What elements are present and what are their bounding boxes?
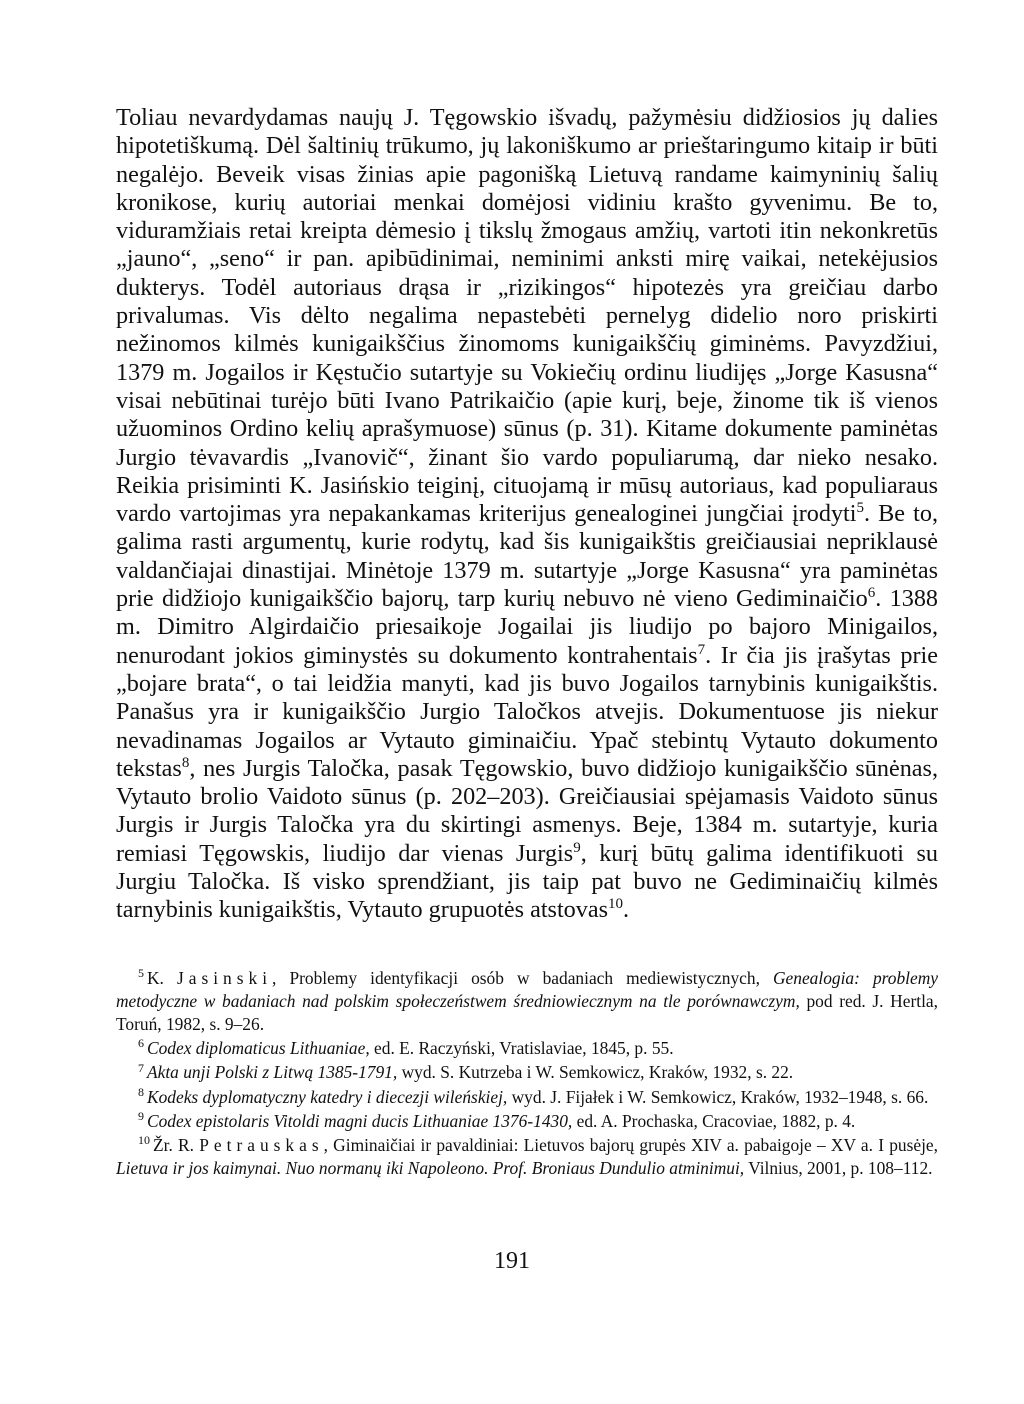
footnote-title: Akta unji Polski z Litwą 1385-1791, <box>147 1062 398 1083</box>
footnote-number: 10 <box>138 1133 150 1148</box>
footnote-10: $^{10}$ Žr. R. Petrauskas, Giminaičiai ir pavaldiniai: Lietuvos bajorų grupės XIV a. pabaigoje – XV a. I pusėje, Lietuva ir jos kaimynai. Nuo normanų iki Napoleono. Prof. Broniaus Dundulio atminimui, Vilnius, 2001, p. 108–112. <box>116 1133 939 1179</box>
footnote-ref[interactable]: 8 <box>181 754 190 771</box>
body-text-part: Toliau nevardydamas naujų J. Tęgowskio išvadų, pažymėsiu didžiosios jų dalies hipotetiškumą. Dėl šaltinių trūkumo, jų lakoniškumo ar prieštaringumo kitaip ir būti negalėjo. Beveik visas žinias apie pagonišką Lietuvą randame kaimyninių šalių kronikose, kurių autoriai menkai domėjosi vidiniu krašto gyvenimu. Be to, viduramžiais retai kreipta dėmesio į tikslų žmogaus amžių, vartoti itin nekonkretūs „jauno“, „seno“ ir pan. apibūdinimai, neminimi anksti mirę vaikai, netekėjusios dukterys. Todėl autoriaus drąsa ir „rizikingos“ hipotezės yra greičiau darbo privalumas. Vis dėlto negalima nepastebėti pernelyg didelio noro priskirti nežinomos kilmės kunigaikščius žinomoms kunigaikščių giminėms. Pavyzdžiui, 1379 m. Jogailos ir Kęstučio sutartyje su Vokiečių ordinu liudijęs „Jorge Kasusna“ visai nebūtinai turėjo būti Ivano Patrikaičio (apie kurį, beje, žinome tik iš vienos užuominos Ordino kelių aprašymuose) sūnus (p. 31). Kitame dokumente paminėtas Jurgio tėvavardis „Ivanovič“, žinant šio vardo populiarumą, dar nieko nesako. Reikia prisiminti K. Jasińskio teiginį, cituojamą ir mūsų autoriaus, kad populiaraus vardo vartojimas yra nepakankamas kriterijus genealoginei jungčiai įrodyti <box>116 104 938 528</box>
footnote-6: $^6$ Codex diplomaticus Lithuaniae, ed. E. Raczyński, Vratislaviae, 1845, p. 55. <box>138 1036 674 1059</box>
footnote-ref[interactable]: 9 <box>573 839 581 856</box>
footnote-title: Codex diplomaticus Lithuaniae, <box>147 1038 370 1059</box>
footnote-number: 6 <box>138 1036 144 1051</box>
body-text-part: . Ir čia jis įrašytas prie „bojare brata“, o tai leidžia manyti, kad jis buvo Jogailos tarnybinis kunigaikštis. Panašus yra ir kunigaikščio Jurgio Taločkos atvejis. Dokumentuose jis niekur nevadinamas Jogailos ar Vytauto giminaičiu. Ypač stebintų Vytauto dokumento tekstas <box>116 641 938 782</box>
footnote-title: Lietuva ir jos kaimynai. Nuo normanų iki Napoleono. Prof. Broniaus Dundulio atminimui, <box>116 1158 745 1179</box>
footnote-number: 7 <box>138 1060 144 1075</box>
body-text-part: , nes Jurgis Taločka, pasak Tęgowskio, buvo didžiojo kunigaikščio sūnėnas, Vytauto brolio Vaidoto sūnus (p. 202–203). Greičiausiai spėjamasis Vaidoto sūnus Jurgis ir Jurgis Taločka yra du skirtingi asmenys. Beje, 1384 m. sutartyje, kuria remiasi Tęgowskis, liudijo dar vienas Jurgis <box>116 754 938 867</box>
body-text-part: . Be to, galima rasti argumentų, kurie rodytų, kad šis kunigaikštis greičiausiai nepriklausė valdančiajai dinastijai. Minėtoje 1379 m. sutartyje „Jorge Kasusna“ yra paminėtas prie didžiojo kunigaikščio bajorų, tarp kurių nebuvo nė vieno Gediminaičio <box>116 500 938 613</box>
body-text-part: , kurį būtų galima identifikuoti su Jurgiu Taločka. Iš visko sprendžiant, jis taip pat buvo ne Gediminaičių kilmės tarnybinis kunigaikštis, Vytauto grupuotės atstovas <box>116 839 938 924</box>
footnote-title: Kodeks dyplomatyczny katedry i diecezji wileńskiej, <box>147 1086 508 1107</box>
footnotes-section <box>116 967 938 1181</box>
footnote-5: $^5$ K. Jasinski, Problemy identyfikacji osób w badaniach mediewistycznych, Genealogia: problemy metodyczne w badaniach nad polskim społeczeństwem średniowiecznym na tle porównawczym, pod red. J. Hertla, Toruń, 1982, s. 9–26. <box>116 965 938 1035</box>
footnote-ref[interactable]: 7 <box>697 641 706 658</box>
footnote-ref[interactable]: 10 <box>608 896 624 913</box>
footnote-ref[interactable]: 5 <box>856 500 864 517</box>
body-text-part: . <box>623 896 630 924</box>
footnote-number: 9 <box>138 1109 144 1124</box>
body-text-part: . 1388 m. Dimitro Algirdaičio priesaikoje Jogailai jis liudijo po bajoro Minigailos, nenurodant jokios giminystės su dokumento kontrahentais <box>116 585 939 669</box>
document-page <box>116 104 938 1181</box>
footnote-title: Genealogia: problemy metodyczne w badaniach nad polskim społeczeństwem średniowiecznym na tle porównawczym, <box>116 967 938 1011</box>
footnote-author: Jasinski <box>176 967 273 988</box>
page-number: 191 <box>494 1248 530 1274</box>
footnote-9: $^9$ Codex epistolaris Vitoldi magni ducis Lithuaniae 1376-1430, ed. A. Prochaska, Cracoviae, 1882, p. 4. <box>138 1109 856 1131</box>
footnote-8: $^8$ Kodeks dyplomatyczny katedry i diecezji wileńskiej, wyd. J. Fijałek i W. Semkowicz, Kraków, 1932–1948, s. 66. <box>138 1084 929 1107</box>
footnote-ref[interactable]: 6 <box>867 584 876 601</box>
footnote-title: Codex epistolaris Vitoldi magni ducis Lithuaniae 1376-1430, <box>147 1110 573 1131</box>
footnote-author: Petrauskas <box>199 1135 324 1156</box>
footnote-number: 8 <box>138 1084 144 1099</box>
footnote-number: 5 <box>138 965 144 980</box>
body-paragraph <box>116 104 938 925</box>
footnote-7: $^7$ Akta unji Polski z Litwą 1385-1791, wyd. S. Kutrzeba i W. Semkowicz, Kraków, 1932, s. 22. <box>138 1060 794 1083</box>
